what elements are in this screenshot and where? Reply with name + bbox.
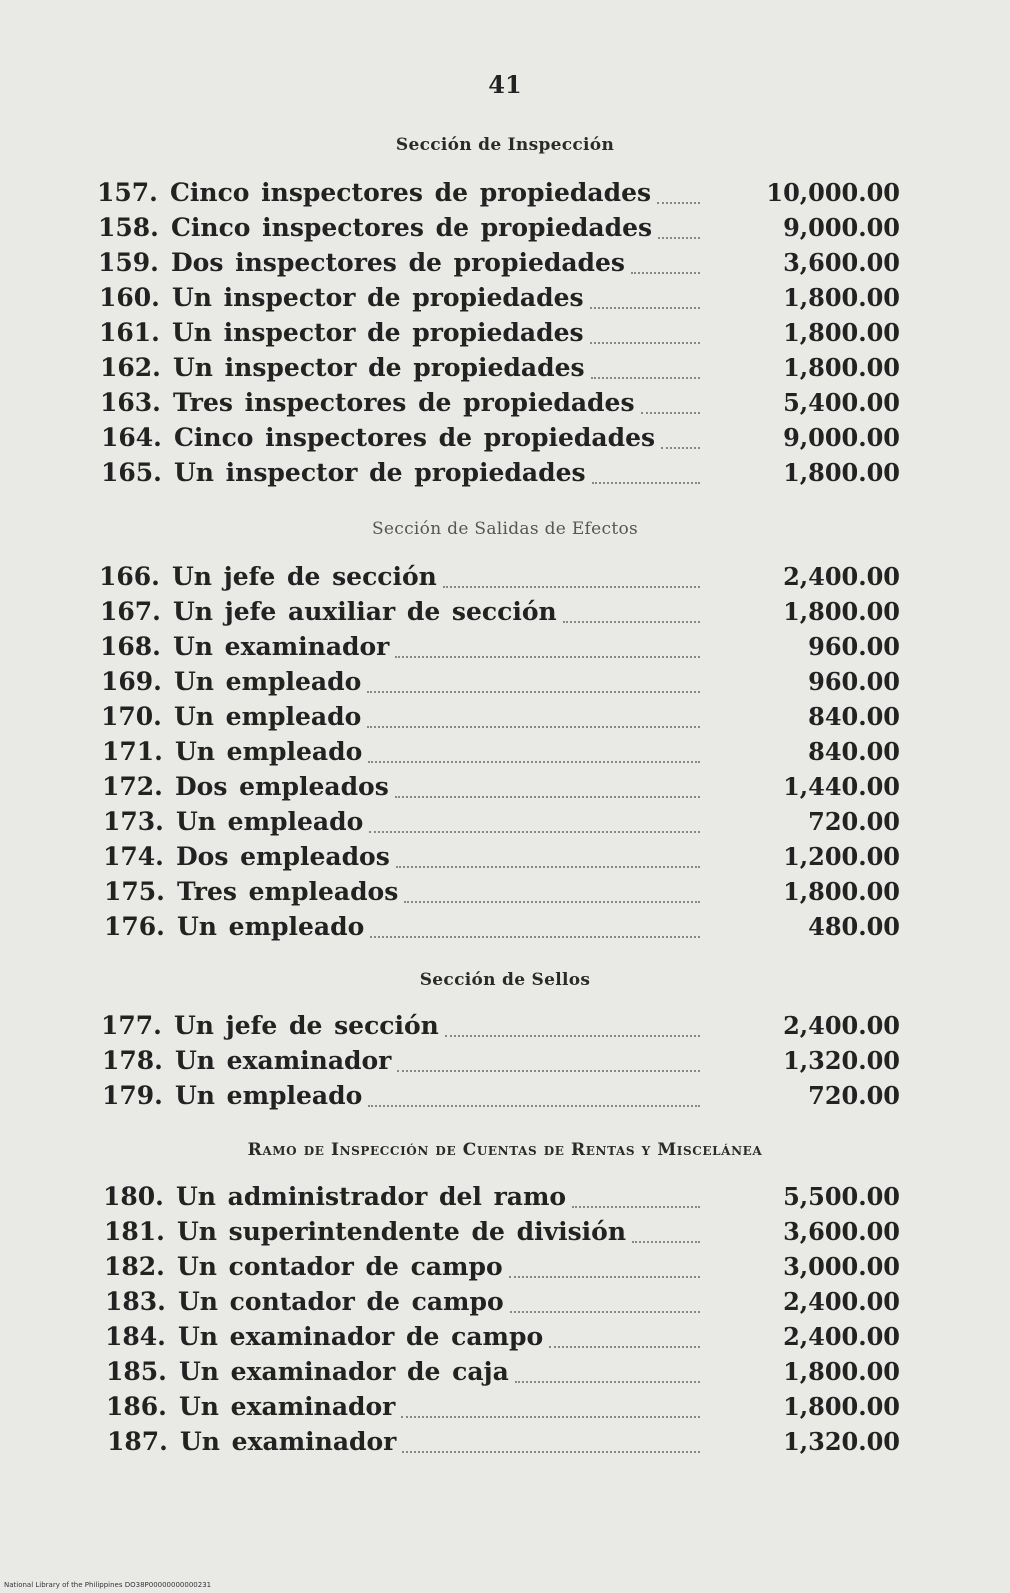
section-title-salidas: Sección de Salidas de Efectos bbox=[371, 519, 639, 539]
leader-dots bbox=[368, 759, 700, 763]
item-description: Un examinador de campo bbox=[178, 1322, 544, 1351]
item-description: Un contador de campo bbox=[178, 1287, 504, 1316]
item-description: Un examinador bbox=[180, 1427, 397, 1456]
list-item bbox=[0, 700, 1010, 734]
item-amount: 1,200.00 bbox=[783, 842, 900, 871]
leader-dots bbox=[395, 654, 700, 658]
item-number: 169. bbox=[101, 667, 162, 696]
leader-dots bbox=[657, 200, 700, 204]
item-number: 183. bbox=[105, 1287, 166, 1316]
item-number: 185. bbox=[106, 1357, 167, 1386]
item-amount: 1,800.00 bbox=[783, 353, 900, 382]
list-item bbox=[0, 246, 1010, 280]
leader-dots bbox=[590, 340, 700, 344]
leader-dots bbox=[401, 1414, 700, 1418]
item-number: 158. bbox=[98, 213, 159, 242]
item-description: Un inspector de propiedades bbox=[173, 353, 585, 382]
item-number: 182. bbox=[104, 1252, 165, 1281]
item-description: Un empleado bbox=[176, 807, 364, 836]
list-item bbox=[0, 1044, 1010, 1078]
item-amount: 1,800.00 bbox=[783, 283, 900, 312]
item-number: 171. bbox=[102, 737, 163, 766]
item-description: Un superintendente de división bbox=[177, 1217, 627, 1246]
list-item bbox=[0, 560, 1010, 594]
item-amount: 1,800.00 bbox=[783, 597, 900, 626]
item-number: 166. bbox=[99, 562, 160, 591]
item-description: Un examinador bbox=[173, 632, 390, 661]
item-number: 172. bbox=[102, 772, 163, 801]
leader-dots bbox=[370, 934, 700, 938]
list-item bbox=[0, 351, 1010, 385]
section-title-sellos: Sección de Sellos bbox=[419, 970, 591, 990]
leader-dots bbox=[658, 235, 700, 239]
item-number: 175. bbox=[104, 877, 165, 906]
leader-dots bbox=[592, 480, 700, 484]
item-number: 170. bbox=[101, 702, 162, 731]
item-description: Un jefe de sección bbox=[172, 562, 437, 591]
item-amount: 2,400.00 bbox=[783, 1322, 900, 1351]
item-description: Tres empleados bbox=[177, 877, 399, 906]
item-amount: 3,000.00 bbox=[783, 1252, 900, 1281]
list-item bbox=[0, 1009, 1010, 1043]
item-number: 167. bbox=[100, 597, 161, 626]
item-description: Cinco inspectores de propiedades bbox=[171, 213, 653, 242]
item-description: Un examinador bbox=[179, 1392, 396, 1421]
list-item bbox=[0, 211, 1010, 245]
item-amount: 5,500.00 bbox=[783, 1182, 900, 1211]
item-amount: 840.00 bbox=[808, 737, 900, 766]
item-amount: 480.00 bbox=[808, 912, 900, 941]
list-item bbox=[0, 1250, 1010, 1284]
item-amount: 720.00 bbox=[808, 1081, 900, 1110]
item-number: 180. bbox=[103, 1182, 164, 1211]
item-description: Un examinador de caja bbox=[179, 1357, 509, 1386]
section-title-inspeccion: Sección de Inspección bbox=[395, 135, 615, 155]
item-amount: 840.00 bbox=[808, 702, 900, 731]
item-number: 160. bbox=[99, 283, 160, 312]
entries-inspeccion bbox=[0, 176, 1010, 491]
leader-dots bbox=[549, 1344, 700, 1348]
item-amount: 2,400.00 bbox=[783, 1011, 900, 1040]
item-number: 164. bbox=[101, 423, 162, 452]
item-description: Dos inspectores de propiedades bbox=[171, 248, 626, 277]
item-number: 157. bbox=[97, 178, 158, 207]
item-description: Cinco inspectores de propiedades bbox=[170, 178, 652, 207]
item-description: Cinco inspectores de propiedades bbox=[174, 423, 656, 452]
leader-dots bbox=[443, 584, 700, 588]
list-item bbox=[0, 421, 1010, 455]
item-amount: 1,800.00 bbox=[783, 877, 900, 906]
section-title-ramo: Ramo de Inspección de Cuentas de Rentas y Miscelánea bbox=[247, 1140, 763, 1160]
leader-dots bbox=[563, 619, 700, 623]
item-number: 178. bbox=[102, 1046, 163, 1075]
leader-dots bbox=[509, 1274, 700, 1278]
item-description: Un empleado bbox=[177, 912, 365, 941]
leader-dots bbox=[367, 689, 700, 693]
item-description: Un inspector de propiedades bbox=[174, 458, 586, 487]
list-item bbox=[0, 386, 1010, 420]
leader-dots bbox=[395, 794, 700, 798]
item-amount: 1,440.00 bbox=[783, 772, 900, 801]
item-number: 163. bbox=[100, 388, 161, 417]
leader-dots bbox=[445, 1033, 700, 1037]
item-number: 187. bbox=[107, 1427, 168, 1456]
list-item bbox=[0, 630, 1010, 664]
footer-watermark: National Library of the Philippines DO38P00000000000231 bbox=[4, 1581, 212, 1589]
leader-dots bbox=[397, 1068, 700, 1072]
entries-ramo bbox=[0, 1180, 1010, 1460]
item-amount: 1,800.00 bbox=[783, 458, 900, 487]
item-amount: 3,600.00 bbox=[783, 248, 900, 277]
entries-salidas bbox=[0, 560, 1010, 945]
leader-dots bbox=[572, 1204, 700, 1208]
item-number: 165. bbox=[101, 458, 162, 487]
item-amount: 1,800.00 bbox=[783, 1357, 900, 1386]
item-number: 177. bbox=[101, 1011, 162, 1040]
item-description: Un jefe de sección bbox=[174, 1011, 439, 1040]
item-amount: 1,320.00 bbox=[783, 1427, 900, 1456]
item-number: 161. bbox=[99, 318, 160, 347]
list-item bbox=[0, 1180, 1010, 1214]
leader-dots bbox=[632, 1239, 700, 1243]
list-item bbox=[0, 595, 1010, 629]
leader-dots bbox=[369, 829, 700, 833]
list-item bbox=[0, 1355, 1010, 1389]
entries-sellos bbox=[0, 1009, 1010, 1114]
item-number: 173. bbox=[103, 807, 164, 836]
list-item bbox=[0, 1079, 1010, 1113]
item-number: 184. bbox=[105, 1322, 166, 1351]
item-amount: 10,000.00 bbox=[766, 178, 900, 207]
list-item bbox=[0, 910, 1010, 944]
list-item bbox=[0, 735, 1010, 769]
item-amount: 5,400.00 bbox=[783, 388, 900, 417]
item-amount: 9,000.00 bbox=[783, 423, 900, 452]
leader-dots bbox=[404, 899, 700, 903]
item-number: 162. bbox=[100, 353, 161, 382]
item-number: 174. bbox=[103, 842, 164, 871]
list-item bbox=[0, 316, 1010, 350]
item-amount: 1,320.00 bbox=[783, 1046, 900, 1075]
item-description: Un jefe auxiliar de sección bbox=[173, 597, 557, 626]
item-description: Un examinador bbox=[175, 1046, 392, 1075]
leader-dots bbox=[641, 410, 700, 414]
item-amount: 2,400.00 bbox=[783, 562, 900, 591]
list-item bbox=[0, 281, 1010, 315]
list-item bbox=[0, 1320, 1010, 1354]
leader-dots bbox=[396, 864, 700, 868]
list-item bbox=[0, 1425, 1010, 1459]
leader-dots bbox=[590, 305, 700, 309]
list-item bbox=[0, 176, 1010, 210]
leader-dots bbox=[368, 1103, 700, 1107]
list-item bbox=[0, 770, 1010, 804]
leader-dots bbox=[510, 1309, 700, 1313]
leader-dots bbox=[515, 1379, 700, 1383]
item-number: 186. bbox=[106, 1392, 167, 1421]
item-amount: 960.00 bbox=[808, 632, 900, 661]
leader-dots bbox=[402, 1449, 700, 1453]
item-description: Un inspector de propiedades bbox=[172, 318, 584, 347]
list-item bbox=[0, 875, 1010, 909]
leader-dots bbox=[631, 270, 700, 274]
item-amount: 960.00 bbox=[808, 667, 900, 696]
item-description: Un empleado bbox=[175, 1081, 363, 1110]
page-number: 41 bbox=[488, 70, 522, 99]
list-item bbox=[0, 1285, 1010, 1319]
item-amount: 1,800.00 bbox=[783, 318, 900, 347]
item-amount: 720.00 bbox=[808, 807, 900, 836]
item-description: Un empleado bbox=[174, 702, 362, 731]
item-amount: 3,600.00 bbox=[783, 1217, 900, 1246]
list-item bbox=[0, 1390, 1010, 1424]
leader-dots bbox=[367, 724, 700, 728]
item-description: Tres inspectores de propiedades bbox=[173, 388, 635, 417]
item-number: 181. bbox=[104, 1217, 165, 1246]
item-number: 176. bbox=[104, 912, 165, 941]
list-item bbox=[0, 805, 1010, 839]
item-description: Un inspector de propiedades bbox=[172, 283, 584, 312]
list-item bbox=[0, 456, 1010, 490]
item-description: Un empleado bbox=[174, 667, 362, 696]
item-description: Un contador de campo bbox=[177, 1252, 503, 1281]
item-description: Un administrador del ramo bbox=[176, 1182, 567, 1211]
item-description: Dos empleados bbox=[175, 772, 389, 801]
list-item bbox=[0, 1215, 1010, 1249]
item-amount: 2,400.00 bbox=[783, 1287, 900, 1316]
item-number: 168. bbox=[100, 632, 161, 661]
list-item bbox=[0, 665, 1010, 699]
item-number: 159. bbox=[98, 248, 159, 277]
list-item bbox=[0, 840, 1010, 874]
item-description: Un empleado bbox=[175, 737, 363, 766]
item-description: Dos empleados bbox=[176, 842, 390, 871]
leader-dots bbox=[591, 375, 700, 379]
item-amount: 1,800.00 bbox=[783, 1392, 900, 1421]
item-amount: 9,000.00 bbox=[783, 213, 900, 242]
item-number: 179. bbox=[102, 1081, 163, 1110]
leader-dots bbox=[661, 445, 700, 449]
